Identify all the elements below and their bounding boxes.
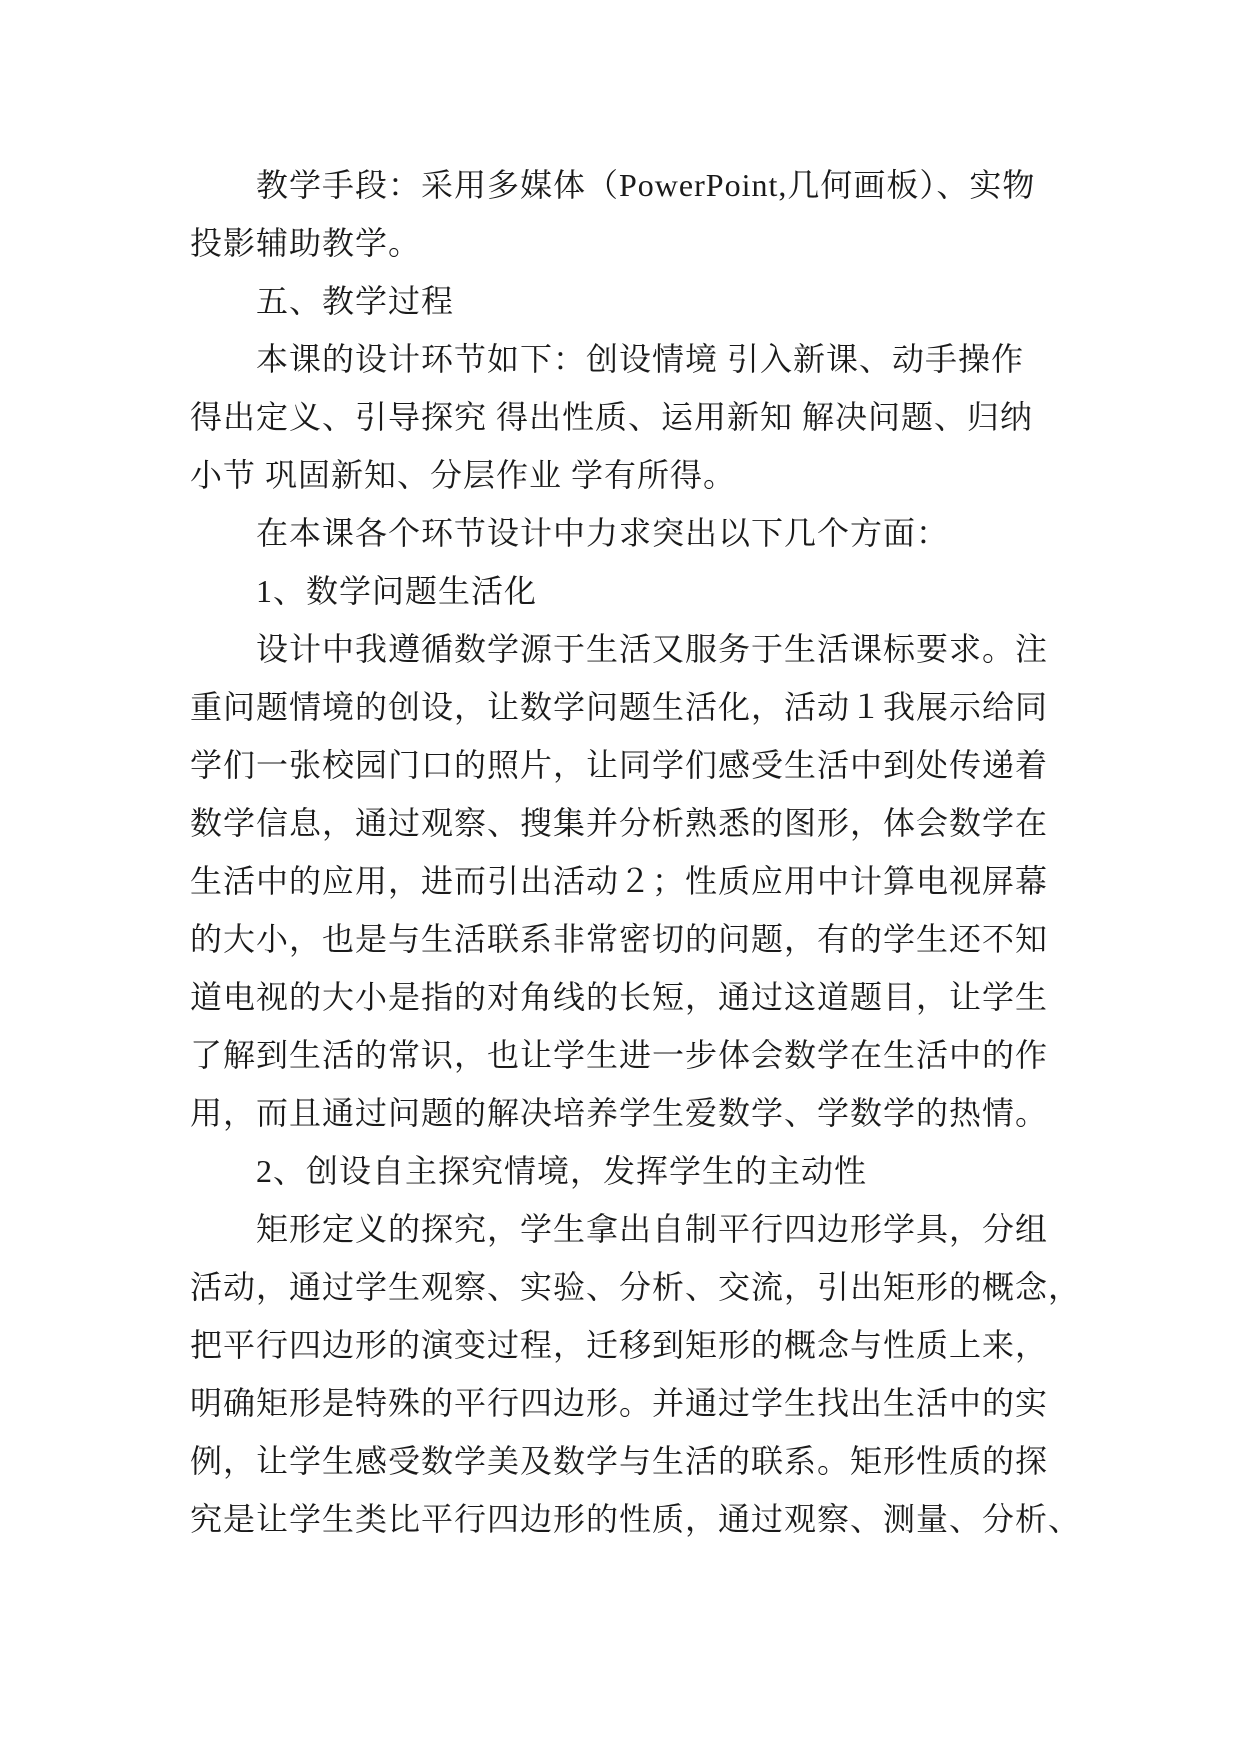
section-heading: 五、教学过程 [256, 283, 455, 319]
subheading-2 [190, 1142, 1130, 1200]
text-line: 了解到生活的常识，也让学生进一步体会数学在生活中的作 [190, 1037, 1049, 1073]
paragraph-life-math [190, 620, 1130, 1142]
paragraph-rectangle-exploration [190, 1200, 1130, 1548]
text-line: 生活中的应用，进而引出活动２；性质应用中计算电视屏幕 [190, 863, 1049, 899]
text-line: 教学手段：采用多媒体（PowerPoint,几何画板）、实物 [256, 167, 1036, 203]
text-line: 活动，通过学生观察、实验、分析、交流，引出矩形的概念， [190, 1269, 1082, 1305]
text-line: 本课的设计环节如下：创设情境 引入新课、动手操作 [256, 341, 1025, 377]
text-line: 道电视的大小是指的对角线的长短，通过这道题目，让学生 [190, 979, 1049, 1015]
text-line: 用，而且通过问题的解决培养学生爱数学、学数学的热情。 [190, 1095, 1049, 1131]
paragraph-focus-intro [190, 504, 1130, 562]
section-heading-teaching-process [190, 272, 1130, 330]
text-line: 得出定义、引导探究 得出性质、运用新知 解决问题、归纳 [190, 399, 1034, 435]
subheading: 1、数学问题生活化 [256, 573, 538, 609]
subheading-1 [190, 562, 1130, 620]
text-line: 把平行四边形的演变过程，迁移到矩形的概念与性质上来， [190, 1327, 1049, 1363]
text-line: 设计中我遵循数学源于生活又服务于生活课标要求。注 [256, 631, 1049, 667]
text-line: 小节 巩固新知、分层作业 学有所得。 [190, 457, 737, 493]
text-line: 例，让学生感受数学美及数学与生活的联系。矩形性质的探 [190, 1443, 1049, 1479]
text-line: 在本课各个环节设计中力求突出以下几个方面： [256, 515, 950, 551]
text-line: 明确矩形是特殊的平行四边形。并通过学生找出生活中的实 [190, 1385, 1049, 1421]
document-body [190, 156, 1130, 1548]
text-line: 学们一张校园门口的照片，让同学们感受生活中到处传递着 [190, 747, 1049, 783]
text-line: 投影辅助教学。 [190, 225, 422, 261]
text-line: 数学信息，通过观察、搜集并分析熟悉的图形，体会数学在 [190, 805, 1049, 841]
paragraph-design-steps [190, 330, 1130, 504]
paragraph-teaching-means [190, 156, 1130, 272]
text-line: 究是让学生类比平行四边形的性质，通过观察、测量、分析、 [190, 1501, 1082, 1537]
subheading: 2、创设自主探究情境，发挥学生的主动性 [256, 1153, 868, 1189]
text-line: 重问题情境的创设，让数学问题生活化，活动１我展示给同 [190, 689, 1049, 725]
text-line: 的大小，也是与生活联系非常密切的问题，有的学生还不知 [190, 921, 1049, 957]
text-line: 矩形定义的探究，学生拿出自制平行四边形学具，分组 [256, 1211, 1049, 1247]
